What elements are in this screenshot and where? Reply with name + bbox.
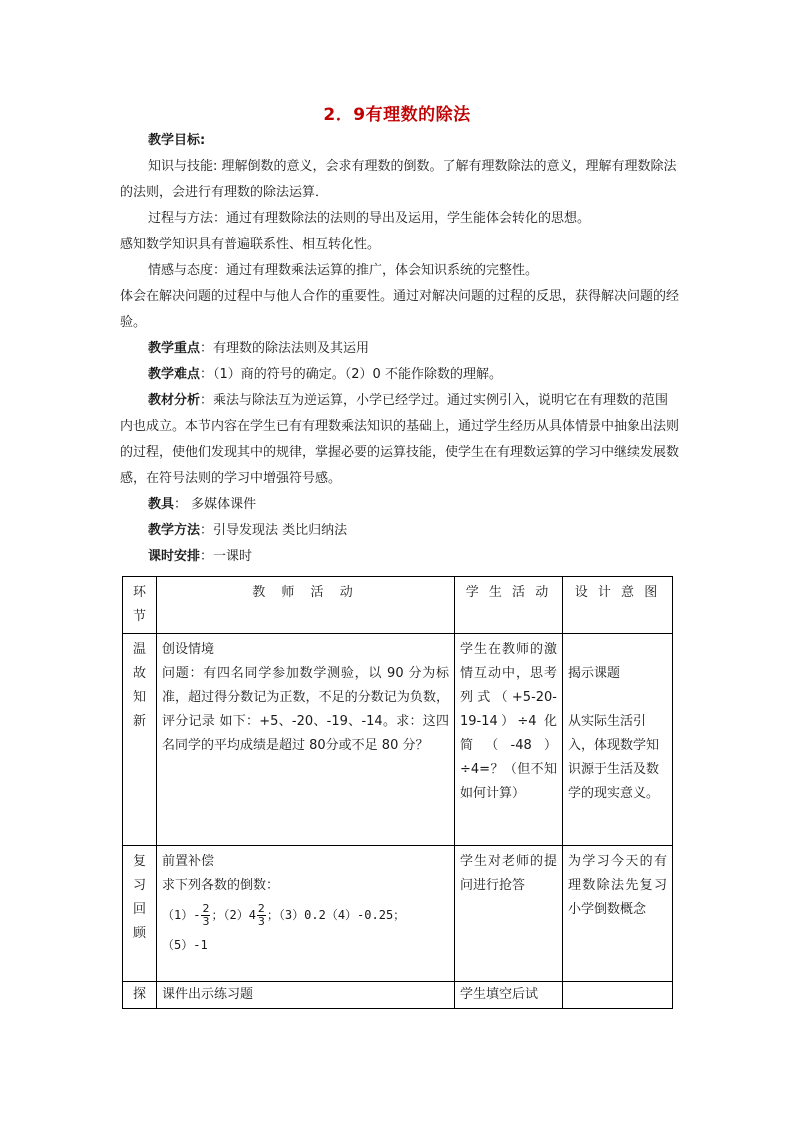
goal-process: 过程与方法：通过有理数除法的法则的导出及运用，学生能体会转化的思想。 (148, 211, 591, 226)
difficulty-label: 教学难点 (148, 367, 201, 382)
schedule-label: 课时安排 (148, 549, 201, 564)
analysis-text: ：乘法与除法互为逆运算，小学已经学过。通过实例引入，说明它在有理数的范围内也成立。本节内容在学生已有有理数乘法知识的基础上，通过学生经历从具体情景中抽象出法则的过程，使他们发现其中的规律，掌握必要的运算技能，使学生在有理数运算的学习中继续发展数感，在符号法则的学习中增强符号感。 (120, 393, 680, 486)
key-point (120, 336, 680, 362)
design-intent-cell: 为学习今天的有理数除法先复习小学倒数概念 (563, 846, 673, 982)
schedule-text: ：一课时 (200, 549, 253, 564)
header-design: 设 计 意 图 (563, 577, 673, 634)
student-activity-cell: 学生对老师的提问进行抢答 (455, 846, 563, 982)
method-text: ：引导发现法 类比归纳法 (200, 523, 348, 538)
exercise-item-5: （5）-1 (162, 938, 208, 952)
difficulty-text: ：（1）商的符号的确定。（2）0 不能作除数的理解。 (200, 367, 502, 382)
key-text: ：有理数的除法法则及其运用 (200, 341, 370, 356)
header-teacher: 教 师 活 动 (157, 577, 455, 634)
table-row (123, 634, 673, 846)
stage-review: 复习回顾 (123, 846, 157, 982)
table-row (123, 982, 673, 1009)
tools-text: ： 多媒体课件 (174, 497, 257, 512)
class-schedule (120, 544, 680, 570)
teaching-tools (120, 492, 680, 518)
design-intent-text: 从实际生活引入，体现数学知识源于生活及数学的现实意义。 (568, 714, 660, 801)
teaching-method (120, 518, 680, 544)
teacher-activity-cell: 课件出示练习题 (157, 982, 455, 1009)
difficulty-point (120, 362, 680, 388)
lesson-table (122, 576, 673, 1009)
method-label: 教学方法 (148, 523, 201, 538)
table-header-row (123, 577, 673, 634)
page-title: 2．9有理数的除法 (323, 105, 471, 125)
fraction-two-thirds: $\frac{2}{3}$ (202, 902, 210, 928)
material-analysis (120, 388, 680, 492)
design-intent-cell (563, 634, 673, 846)
teacher-activity-title: 创设情境 (162, 642, 215, 657)
reciprocal-exercise (162, 898, 449, 933)
goal-process-cont: 感知数学知识具有普遍联系性、相互转化性。 (120, 237, 381, 252)
teacher-activity-title: 前置补偿 (162, 854, 215, 869)
goal-knowledge: 知识与技能: 理解倒数的意义，会求有理数的倒数。了解有理数除法的意义，理解有理数除法的法则，会进行有理数的除法运算． (120, 159, 677, 200)
exercise-items-3-4: ；（3）0.2（4）-0.25； (266, 908, 406, 922)
teacher-activity-text: 求下列各数的倒数： (162, 878, 280, 893)
student-activity-cell: 学生填空后试 (455, 982, 563, 1009)
key-label: 教学重点 (148, 341, 201, 356)
teacher-activity-cell (157, 634, 455, 846)
teacher-activity-text: 问题：有四名同学参加数学测验，以 90 分为标准，超过得分数记为正数，不足的分数记为负数，评分记录 如下：+5、-20、-19、-14。求：这四名同学的平均成绩是超过 80分或不足 80 分？ (162, 666, 449, 753)
exercise-sep: ； (211, 908, 224, 922)
stage-explore: 探 (123, 982, 157, 1009)
lesson-overview (120, 128, 680, 570)
design-intent-cell (563, 982, 673, 1009)
analysis-label: 教材分析 (148, 393, 201, 408)
stage-review-new: 温故知新 (123, 634, 157, 846)
goal-heading: 教学目标: (148, 133, 206, 148)
header-student: 学 生 活 动 (455, 577, 563, 634)
goal-emotion: 情感与态度：通过有理数乘法运算的推广，体会知识系统的完整性。 (148, 263, 539, 278)
exercise-item-1-prefix: （1）- (162, 908, 201, 922)
teacher-activity-cell (157, 846, 455, 982)
exercise-item-2-prefix: （2）4 (223, 908, 256, 922)
goal-emotion-cont: 体会在解决问题的过程中与他人合作的重要性。通过对解决问题的过程的反思，获得解决问题的经验。 (120, 289, 680, 330)
header-stage: 环节 (123, 577, 157, 634)
design-intent-title: 揭示课题 (568, 666, 621, 681)
table-row (123, 846, 673, 982)
tools-label: 教具 (148, 497, 175, 512)
student-activity-cell: 学生在教师的激情互动中，思考列式（+5-20-19-14）÷4 化简（-48）÷4=？（但不知如何计算） (455, 634, 563, 846)
fraction-mixed-two-thirds: $\frac{2}{3}$ (257, 902, 265, 928)
